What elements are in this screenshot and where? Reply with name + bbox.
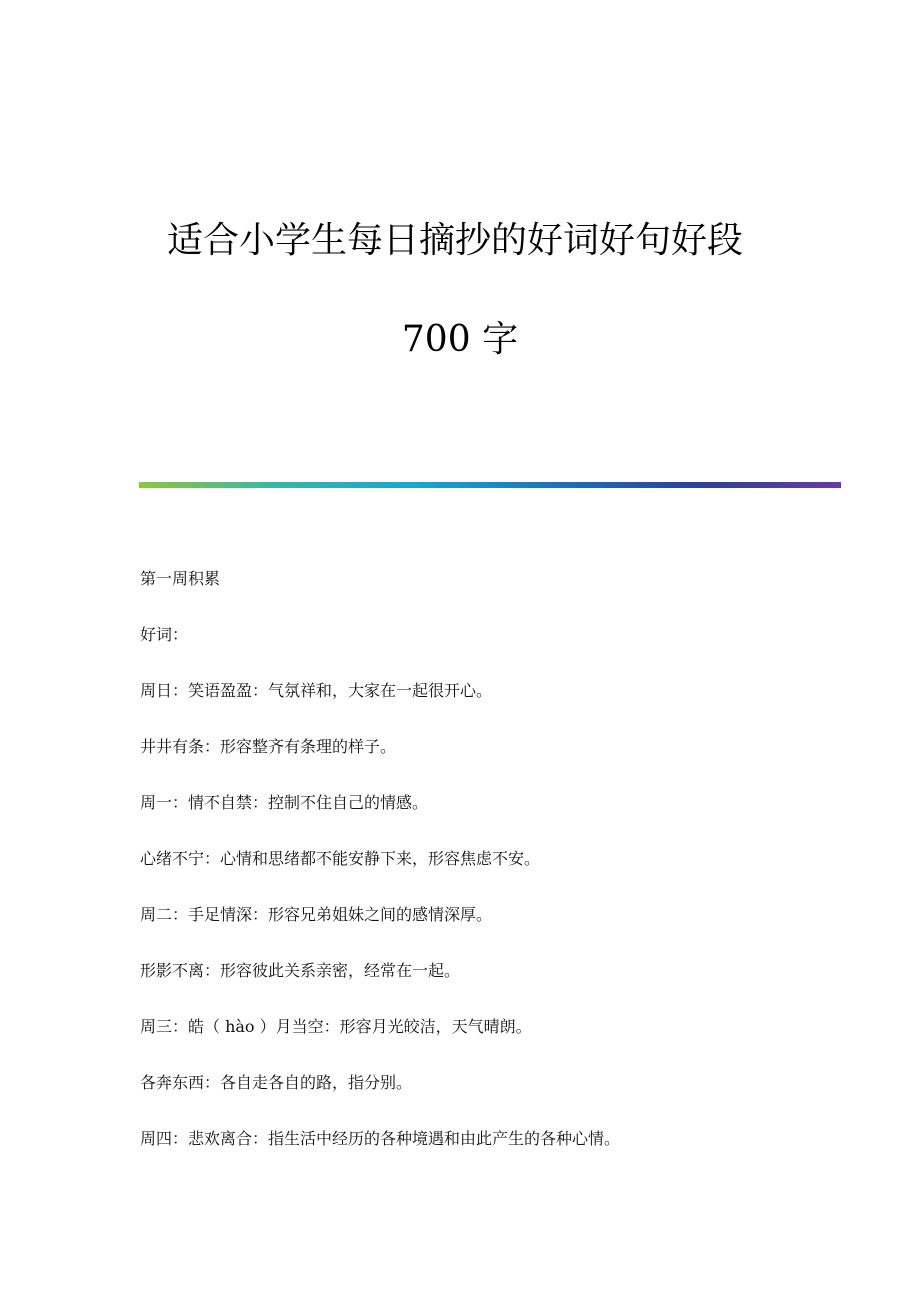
paragraph: 周二：手足情深：形容兄弟姐妹之间的感情深厚。: [140, 905, 493, 924]
paragraph: 周四：悲欢离合：指生活中经历的各种境遇和由此产生的各种心情。: [140, 1129, 621, 1148]
paragraph: 井井有条：形容整齐有条理的样子。: [140, 737, 397, 756]
document-title-line-1: 适合小学生每日摘抄的好词好句好段: [166, 220, 743, 261]
paragraph: 各奔东西：各自走各自的路，指分别。: [140, 1073, 413, 1092]
document-title-line-2: 700 字: [401, 319, 519, 360]
paragraph: 周日：笑语盈盈：气氛祥和，大家在一起很开心。: [140, 681, 493, 700]
paragraph: 周三：皓（ hào ）月当空：形容月光皎洁，天气晴朗。: [140, 1017, 532, 1036]
paragraph: 心绪不宁：心情和思绪都不能安静下来，形容焦虑不安。: [140, 849, 541, 868]
document-body: [140, 564, 840, 1180]
subsection-heading: 好词：: [140, 625, 189, 644]
section-heading: 第一周积累: [140, 569, 221, 588]
paragraph: 形影不离：形容彼此关系亲密，经常在一起。: [140, 961, 461, 980]
gradient-divider: [139, 482, 841, 488]
paragraph: 周一：情不自禁：控制不住自己的情感。: [140, 793, 429, 812]
